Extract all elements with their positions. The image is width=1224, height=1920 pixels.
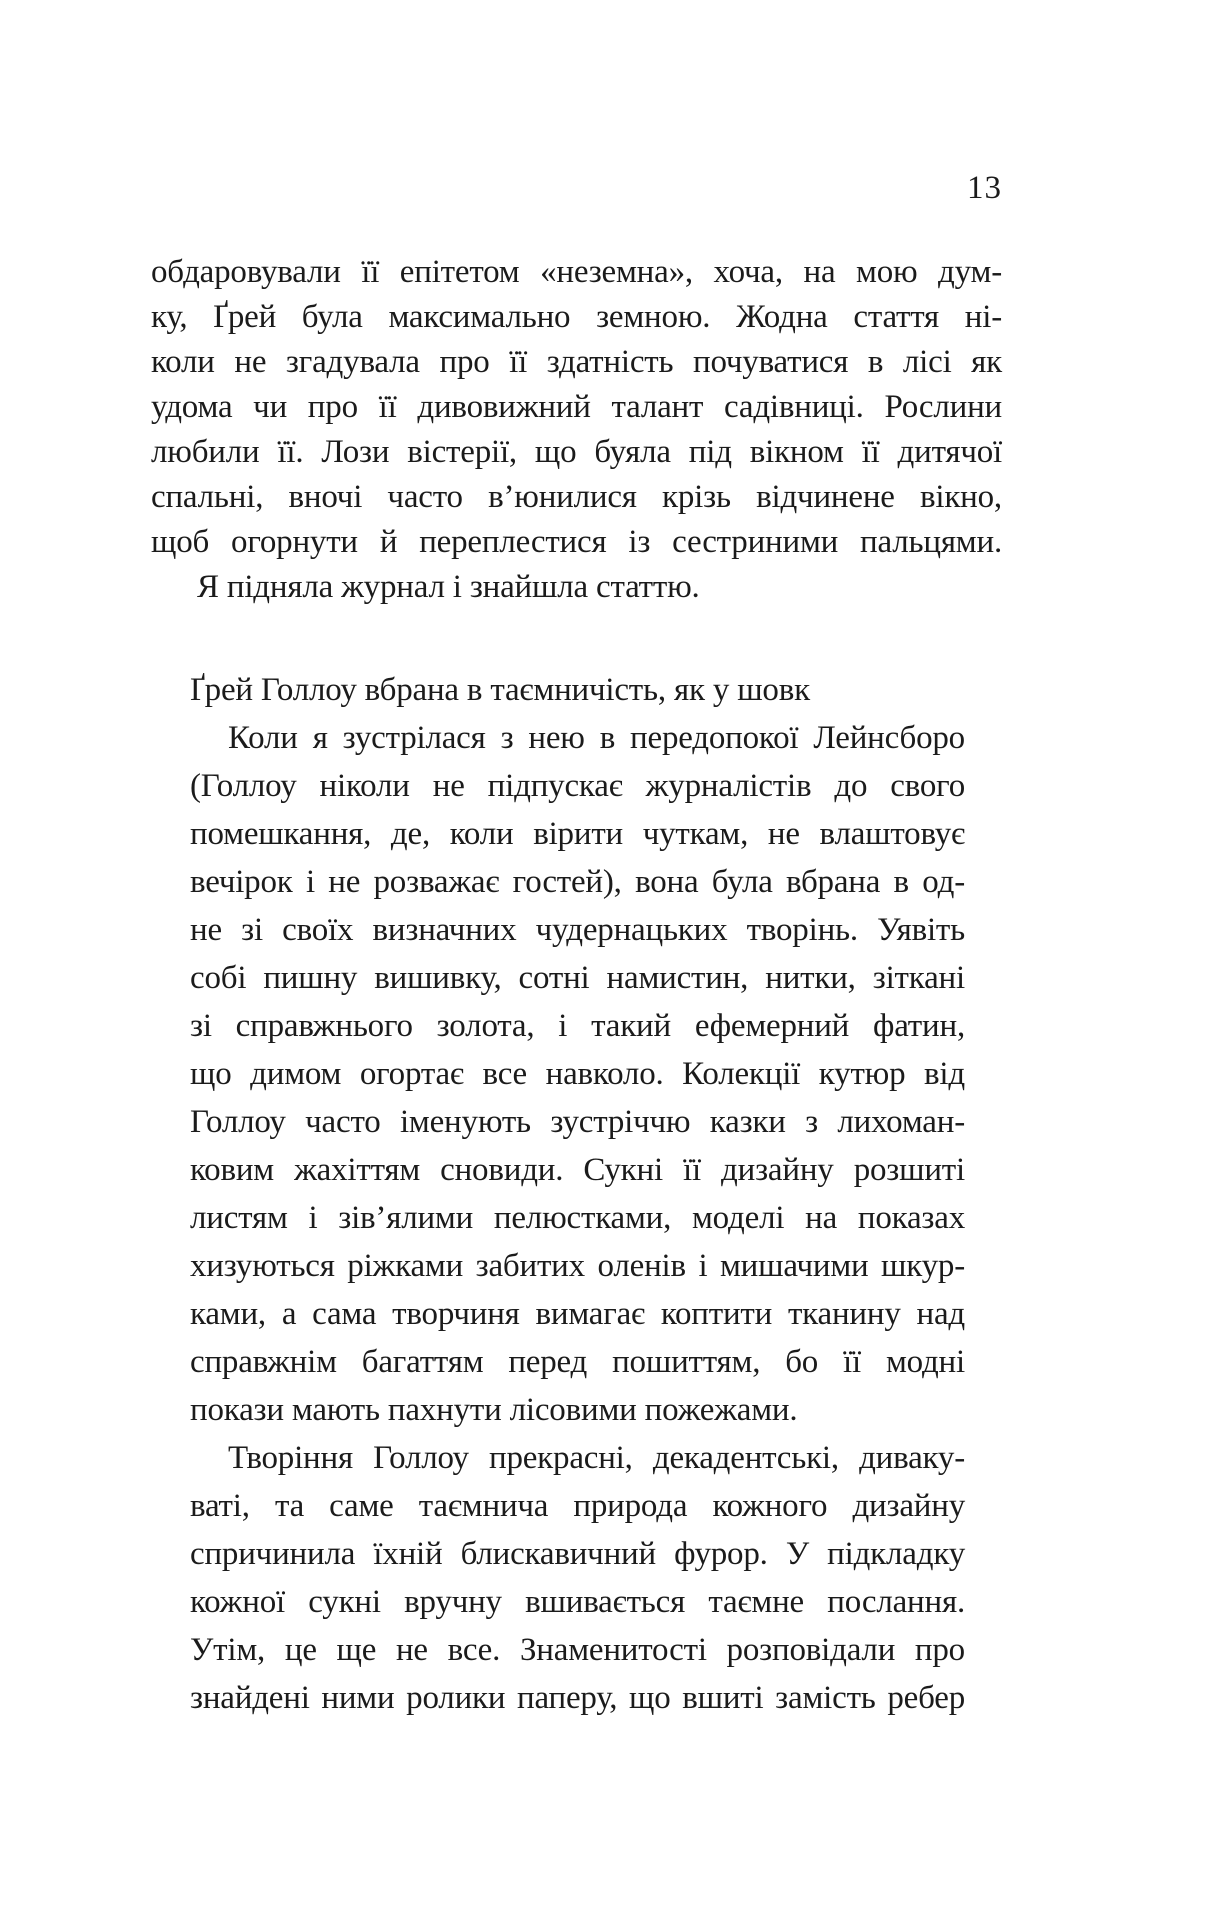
text-line: не зі своїх визначних чудернацьких творінь. Уявіть <box>190 912 965 948</box>
text-line: Коли я зустрілася з нею в передопокої Лейнсборо <box>228 720 965 756</box>
text-line: Ґрей Голлоу вбрана в таємничість, як у шовк <box>190 672 810 708</box>
text-line: Я підняла журнал і знайшла статтю. <box>197 569 700 605</box>
article-quote-block <box>190 666 965 1722</box>
text-line: Утім, це ще не все. Знаменитості розповідали про <box>190 1632 965 1668</box>
text-line: ками, а сама творчиня вимагає коптити тканину над <box>190 1296 965 1332</box>
text-line: спричинила їхній блискавичний фурор. У підкладку <box>190 1536 965 1572</box>
text-line: зі справжнього золота, і такий ефемерний фатин, <box>190 1008 965 1044</box>
text-line: ковим жахіттям сновиди. Сукні її дизайну розшиті <box>190 1152 965 1188</box>
text-line: знайдені ними ролики паперу, що вшиті замість ребер <box>190 1680 965 1716</box>
body-text-block <box>151 250 1002 610</box>
page-number: 13 <box>967 170 1002 206</box>
text-line: собі пишну вишивку, сотні намистин, нитки, зіткані <box>190 960 965 996</box>
text-line: вечірок і не розважає гостей), вона була вбрана в од- <box>190 864 965 900</box>
text-line: листям і зів’ялими пелюстками, моделі на показах <box>190 1200 965 1236</box>
text-line: покази мають пахнути лісовими пожежами. <box>190 1392 798 1428</box>
text-line: ку, Ґрей була максимально земною. Жодна стаття ні- <box>151 299 1002 335</box>
text-line: Голлоу часто іменують зустріччю казки з лихоман- <box>190 1104 965 1140</box>
text-line: що димом огортає все навколо. Колекції кутюр від <box>190 1056 965 1092</box>
text-line: кожної сукні вручну вшивається таємне послання. <box>190 1584 965 1620</box>
text-line: (Голлоу ніколи не підпускає журналістів до свого <box>190 768 965 804</box>
text-line: Творіння Голлоу прекрасні, декадентські, диваку- <box>228 1440 965 1476</box>
text-line: помешкання, де, коли вірити чуткам, не влаштовує <box>190 816 965 852</box>
text-line: справжнім багаттям перед пошиттям, бо її модні <box>190 1344 965 1380</box>
text-line: обдаровували її епітетом «неземна», хоча, на мою дум- <box>151 254 1002 290</box>
text-line: удома чи про її дивовижний талант садівниці. Рослини <box>151 389 1002 425</box>
text-line: ваті, та саме таємнича природа кожного дизайну <box>190 1488 965 1524</box>
text-line: щоб огорнути й переплестися із сестриними пальцями. <box>151 524 1002 560</box>
text-line: хизуються ріжками забитих оленів і мишачими шкур- <box>190 1248 965 1284</box>
text-line: спальні, вночі часто в’юнилися крізь відчинене вікно, <box>151 479 1002 515</box>
text-line: любили її. Лози вістерії, що буяла під вікном її дитячої <box>151 434 1002 470</box>
text-line: коли не згадувала про її здатність почуватися в лісі як <box>151 344 1002 380</box>
